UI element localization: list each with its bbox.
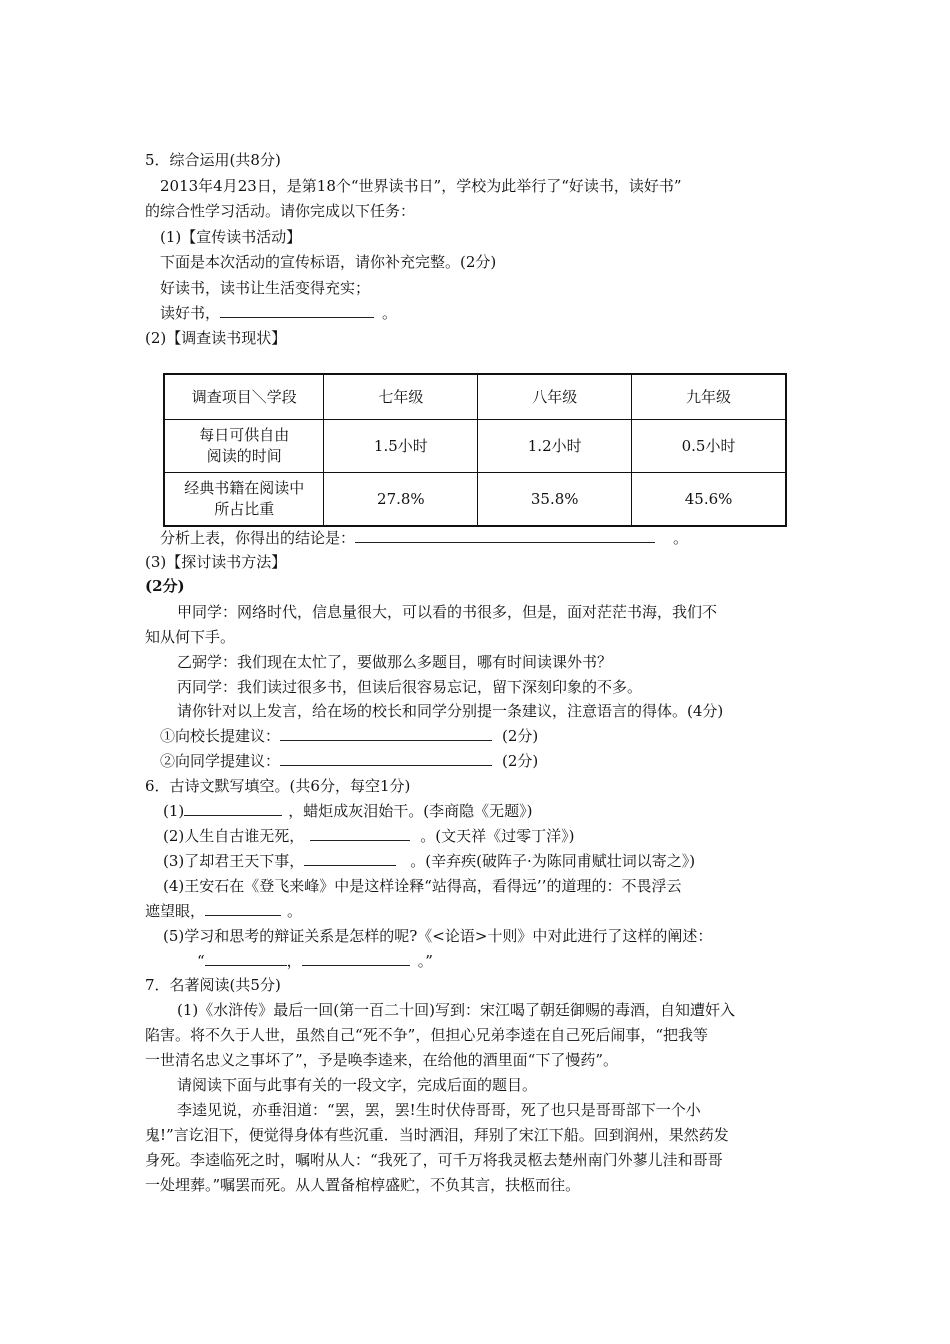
- item1-prefix: (1): [163, 802, 185, 820]
- table-cell: 1.2小时: [478, 420, 632, 473]
- slogan-suffix: 。: [382, 304, 398, 322]
- q7-para1-line1: (1)《水浒传》最后一回(第一百二十回)写到：宋江喝了朝廷御赐的毒酒，自知遭奸入: [177, 1001, 735, 1019]
- q7-title: 7．名著阅读(共5分): [145, 976, 281, 994]
- item3-blank[interactable]: [304, 851, 396, 866]
- slogan-blank[interactable]: [220, 303, 374, 318]
- item2-prefix: (2)人生自古谁无死，: [163, 827, 305, 845]
- q7-passage-line2: 鬼!”言讫泪下，便觉得身体有些沉重．当时洒泪，拜别了宋江下船。回到润州，果然药发: [145, 1126, 729, 1144]
- row-label-line: 阅读的时间: [206, 447, 282, 465]
- q5-title: 5．综合运用(共8分): [145, 151, 281, 169]
- item1-suffix: ，蜡炬成灰泪始干。(李商隐《无题》): [288, 802, 533, 820]
- q6-item5-line1: (5)学习和思考的辩证关系是怎样的呢?《<论语>十则》中对此进行了这样的阐述：: [163, 927, 713, 945]
- item3-suffix: 。(辛弃疾(破阵子·为陈同甫赋壮词以寄之》): [410, 852, 696, 870]
- item2-blank[interactable]: [310, 826, 410, 841]
- q6-item4-line1: (4)王安石在《登飞来峰》中是这样诠释“站得高，看得远’’的道理的：不畏浮云: [163, 877, 682, 895]
- q5-request: 请你针对以上发言，给在场的校长和同学分别提一条建议，注意语言的得体。(4分): [177, 702, 724, 720]
- q5-slogan-line1: 好读书，读书让生活变得充实；: [160, 279, 371, 297]
- suggestion1-blank[interactable]: [280, 726, 492, 741]
- header-cell: 调查项目＼学段: [164, 374, 324, 420]
- q7-passage-line3: 身死。李逵临死之时，嘱咐从人：“我死了，可千万将我灵柩去楚州南门外蓼儿洼和哥哥: [145, 1151, 723, 1169]
- q7-para2: 请阅读下面与此事有关的一段文字，完成后面的题目。: [177, 1076, 538, 1094]
- analysis-prefix: 分析上表，你得出的结论是：: [160, 529, 356, 547]
- item3-prefix: (3)了却君王天下事，: [163, 852, 305, 870]
- q5-speaker-jia-line1: 甲同学：网络时代，信息量很大，可以看的书很多，但是，面对茫茫书海，我们不: [177, 603, 718, 621]
- q6-item4-line2: [145, 901, 302, 921]
- row-label-cell: [164, 473, 324, 527]
- table-cell: 27.8%: [324, 473, 478, 527]
- q5-speaker-yi: 乙弼学：我们现在太忙了，要做那么多题目，哪有时间读课外书？: [177, 653, 613, 671]
- q5-suggestion2: [160, 751, 538, 771]
- q6-title: 6．古诗文默写填空。(共6分，每空1分): [145, 777, 411, 795]
- item5-open-quote: “: [197, 952, 205, 970]
- table-row: [164, 420, 786, 473]
- q5-part3-score: (2分): [145, 577, 185, 595]
- q5-speaker-bing: 丙同学：我们读过很多书，但读后很容易忘记，留下深刻印象的不多。: [177, 678, 643, 696]
- q6-item2: [163, 826, 574, 846]
- row-label-line: 所占比重: [214, 500, 275, 518]
- analysis-blank[interactable]: [355, 528, 655, 543]
- q5-intro-line1: 2013年4月23日，是第18个“世界读书日”，学校为此举行了“好读书，读好书”: [160, 177, 682, 195]
- table-cell: 45.6%: [632, 473, 786, 527]
- item5-comma: ，: [286, 952, 302, 970]
- item4-prefix: 遮望眼，: [145, 902, 206, 920]
- header-cell: 九年级: [632, 374, 786, 420]
- item5-blank2[interactable]: [302, 951, 410, 966]
- item1-blank[interactable]: [184, 801, 282, 816]
- row-label-line: 经典书籍在阅读中: [184, 479, 305, 497]
- table-row: [164, 473, 786, 527]
- suggestion1-prefix: ①向校长提建议：: [160, 727, 281, 745]
- q5-part1-instruction: 下面是本次活动的宣传标语，请你补充完整。(2分): [160, 253, 497, 271]
- item5-close: 。”: [417, 952, 433, 970]
- q5-part1-title: (1)【宣传读书活动】: [160, 228, 302, 246]
- analysis-suffix: 。: [673, 529, 689, 547]
- q7-passage-line4: 一处埋葬。”嘱罢而死。从人置备棺椁盛贮，不负其言，扶柩而往。: [145, 1176, 581, 1194]
- table-cell: 35.8%: [478, 473, 632, 527]
- item4-suffix: 。: [287, 902, 303, 920]
- item5-blank1[interactable]: [205, 951, 287, 966]
- suggestion1-score: (2分): [502, 727, 539, 745]
- q6-item5-line2: [197, 951, 433, 971]
- header-cell: 八年级: [478, 374, 632, 420]
- row-label-line: 每日可供自由: [199, 426, 290, 444]
- q5-intro-line2: 的综合性学习活动。请你完成以下任务：: [145, 202, 416, 220]
- q7-passage-line1: 李逵见说，亦垂泪道：“罢，罢，罢!生时伏侍哥哥，死了也只是哥哥部下一个小: [177, 1101, 701, 1119]
- q7-para1-line2: 陷害。将不久于人世，虽然自己“死不争”，但担心兄弟李逵在自己死后闹事，“把我等: [145, 1026, 709, 1044]
- suggestion2-score: (2分): [502, 752, 539, 770]
- q5-part2-title: (2)【调查读书现状】: [145, 329, 287, 347]
- suggestion2-blank[interactable]: [280, 751, 492, 766]
- header-cell: 七年级: [324, 374, 478, 420]
- q5-part3-title: (3)【探讨读书方法】: [145, 553, 287, 571]
- item4-blank[interactable]: [205, 901, 281, 916]
- survey-table: [163, 373, 787, 527]
- row-label-cell: [164, 420, 324, 473]
- q6-item3: [163, 851, 695, 871]
- q5-speaker-jia-line2: 知从何下手。: [145, 628, 236, 646]
- q6-item1: [163, 801, 532, 821]
- table-cell: 0.5小时: [632, 420, 786, 473]
- item2-suffix: 。(文天祥《过零丁洋》): [420, 827, 575, 845]
- table-header-row: [164, 374, 786, 420]
- table-cell: 1.5小时: [324, 420, 478, 473]
- slogan-prefix: 读好书，: [160, 304, 221, 322]
- q5-analysis: [160, 528, 688, 548]
- suggestion2-prefix: ②向同学提建议：: [160, 752, 281, 770]
- q5-suggestion1: [160, 726, 538, 746]
- q7-para1-line3: 一世清名忠义之事坏了”，予是唤李逵来，在给他的酒里面“下了慢药”。: [145, 1051, 619, 1069]
- q5-slogan-line2: [160, 303, 397, 323]
